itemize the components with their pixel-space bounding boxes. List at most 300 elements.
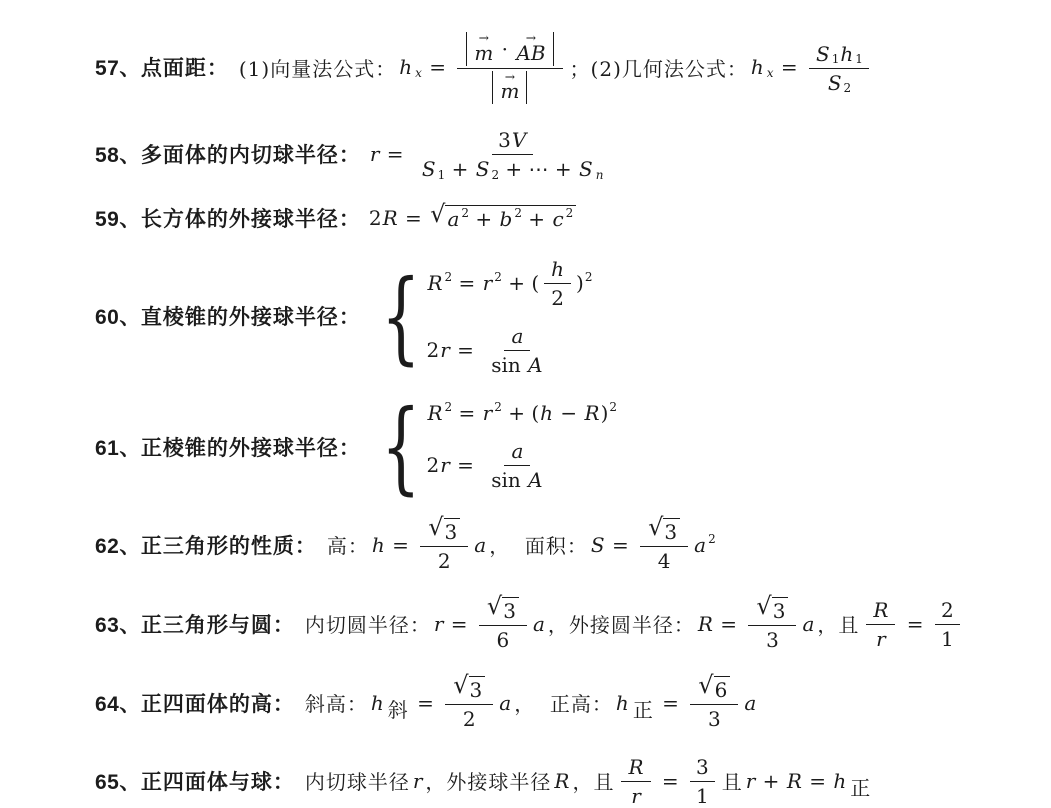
fraction (621, 753, 650, 808)
math-subscript (414, 66, 423, 80)
math-operator: 6 (496, 628, 510, 653)
math-row (446, 207, 460, 231)
formula-item (95, 513, 1036, 574)
item-formula (369, 126, 616, 181)
vector-body (498, 81, 521, 102)
math-row (708, 532, 716, 546)
math-operator: = (655, 690, 686, 715)
math-row (421, 157, 437, 181)
math-row (750, 55, 765, 79)
math-row (515, 40, 546, 65)
math-row (693, 533, 707, 557)
math-subscript (631, 694, 656, 723)
math-variable: A (528, 468, 543, 493)
math-superscript (445, 400, 453, 414)
equation-system (369, 255, 593, 377)
math-row (491, 353, 543, 377)
fraction-numerator (809, 40, 869, 69)
item-formula (368, 200, 578, 232)
fraction (544, 255, 571, 310)
math-superscript (494, 400, 502, 414)
math-variable: h (833, 768, 847, 793)
math-operator: ) (576, 270, 584, 295)
math-operator: 2 (368, 206, 382, 231)
math-subscripted (832, 766, 873, 800)
left-brace: { (380, 388, 421, 506)
math-operator: 2 (514, 206, 522, 221)
fraction (445, 671, 493, 732)
fraction (479, 592, 527, 653)
radical-sign: √ (453, 671, 469, 700)
math-row (510, 324, 524, 348)
math-operator: + (469, 207, 499, 232)
math-variable: R (786, 768, 802, 793)
math-superscript (514, 206, 522, 220)
radicand (772, 597, 789, 623)
math-row (646, 513, 682, 545)
math-row (445, 400, 453, 414)
math-superscripted (693, 533, 716, 557)
math-superscripted (499, 207, 522, 231)
fraction (457, 30, 562, 104)
math-subscript (386, 694, 411, 723)
item-title: 正三角形的性质： (140, 534, 317, 558)
fraction-numerator (621, 753, 650, 782)
math-row (832, 52, 840, 66)
math-subscript (766, 66, 775, 80)
item-title: 长方体的外接球半径： (140, 208, 361, 232)
math-superscript (445, 270, 453, 284)
math-subscripted (815, 42, 839, 66)
math-variable: a (511, 324, 524, 349)
math-variable: r (412, 768, 423, 793)
math-variable: m (474, 40, 494, 65)
formula-label: ， 面积： (489, 534, 588, 559)
math-operator: 3 (696, 755, 709, 780)
system-rows (426, 255, 592, 377)
radical-sign: √ (698, 671, 714, 700)
math-row (941, 598, 954, 622)
math-subscript (438, 168, 446, 182)
math-subscript (848, 772, 873, 801)
math-variable: S (579, 157, 593, 182)
fraction-numerator (504, 322, 530, 351)
math-row (498, 128, 527, 152)
math-operator: = (385, 532, 416, 557)
math-row (485, 592, 521, 624)
fraction (485, 322, 549, 377)
math-row (855, 52, 863, 66)
math-superscripted (482, 271, 502, 295)
item-number: 62、 (95, 534, 141, 558)
item-title: 直棱锥的外接球半径： (140, 306, 361, 330)
math-operator: + (756, 768, 786, 793)
math-row (482, 401, 494, 425)
math-subscripted (827, 71, 851, 95)
fraction (866, 596, 895, 651)
fraction-denominator (483, 69, 536, 105)
formula-item (95, 753, 1036, 808)
math-row (494, 270, 502, 284)
math-subscripted (615, 688, 656, 722)
math-operator: 2 (584, 269, 593, 284)
math-operator: 3 (766, 628, 779, 653)
math-row (872, 598, 889, 622)
formula-label: 斜高： (304, 692, 368, 717)
radicand (714, 676, 731, 702)
math-operator: = (444, 611, 474, 636)
radical-sign: √ (428, 513, 444, 542)
math-row (631, 694, 656, 723)
radical-sign: √ (430, 200, 446, 229)
math-row (551, 207, 564, 231)
item-number: 57、 (95, 57, 141, 81)
math-row (696, 784, 709, 808)
math-row (708, 707, 721, 731)
math-row (475, 157, 491, 181)
math-variable: x (766, 65, 774, 80)
math-row (494, 400, 502, 414)
math-row (827, 71, 851, 95)
math-operator: 3 (469, 678, 483, 703)
math-operator: 3 (664, 520, 678, 545)
math-row (438, 549, 451, 573)
math-row (503, 599, 516, 623)
fraction-numerator (457, 30, 562, 69)
math-variable: S (590, 532, 605, 557)
math-operator: 1 (855, 52, 863, 67)
math-row (514, 206, 522, 220)
radical-sign: √ (756, 592, 772, 621)
math-row (696, 671, 732, 703)
math-variable: A (528, 353, 543, 378)
math-operator: 3 (772, 599, 786, 624)
math-variable: h (750, 55, 764, 80)
math-row (426, 437, 554, 492)
fraction-denominator (432, 547, 457, 573)
math-superscript (461, 206, 469, 220)
item-title: 多面体的内切球半径： (140, 143, 361, 167)
math-variable: r (440, 337, 450, 362)
math-variable: S (421, 157, 436, 182)
radical-sign: √ (648, 513, 664, 542)
math-row (438, 168, 446, 182)
math-operator: sin (491, 468, 528, 493)
math-row (498, 68, 521, 104)
math-variable: m (500, 79, 520, 104)
vector (514, 30, 547, 65)
fraction-denominator (935, 625, 960, 651)
math-operator: 2 (461, 206, 470, 221)
math-row (766, 628, 779, 652)
vector-arrow-icon: → (478, 30, 490, 45)
fraction-numerator (544, 255, 571, 284)
math-row (491, 468, 543, 492)
item-formula (237, 30, 874, 104)
system-row (426, 437, 554, 492)
vector-body (514, 40, 547, 65)
math-operator: = (380, 141, 410, 166)
math-subscript (832, 52, 840, 66)
math-operator: = (900, 611, 930, 636)
math-operator: = (655, 768, 686, 793)
item-number: 64、 (95, 692, 141, 716)
item-formula (369, 255, 593, 377)
fraction-numerator (640, 513, 688, 547)
math-row (463, 707, 476, 731)
math-variable: R (628, 755, 644, 780)
math-operator: 3 (503, 599, 516, 624)
math-row (832, 769, 847, 793)
math-row (303, 753, 873, 808)
math-variable: r (369, 141, 380, 166)
math-row (499, 81, 520, 102)
system-rows (426, 401, 617, 492)
math-row (658, 549, 671, 573)
math-row (551, 286, 564, 310)
absolute-value (466, 32, 553, 66)
math-variable: R (427, 270, 443, 295)
math-variable: h (551, 257, 565, 282)
formula-label: ；(2)几何法公式： (569, 56, 748, 81)
math-row (369, 388, 618, 506)
math-row (426, 513, 462, 545)
fraction-denominator (652, 547, 677, 573)
math-row (473, 40, 494, 65)
math-superscripted (426, 401, 452, 425)
item-title: 正四面体与球： (140, 770, 295, 794)
math-row (421, 157, 605, 181)
math-row (848, 772, 873, 801)
math-operator: ) (600, 401, 609, 426)
formula-item (95, 388, 1036, 506)
math-variable: r (440, 452, 450, 477)
fraction-numerator (690, 671, 738, 705)
math-row (754, 592, 790, 624)
math-superscript (566, 206, 574, 220)
math-row (303, 671, 757, 732)
math-superscripted (446, 207, 469, 231)
math-row (844, 81, 852, 95)
item-title: 点面距： (140, 57, 229, 81)
math-superscript (585, 270, 593, 284)
math-operator: 2 (426, 452, 440, 477)
math-operator: = (605, 532, 636, 557)
fraction-numerator (504, 437, 530, 466)
math-operator: 2 (940, 598, 954, 623)
math-variable: r (482, 270, 493, 295)
math-row (839, 42, 854, 66)
system-row (426, 255, 592, 310)
math-row (370, 691, 385, 715)
math-superscripted (576, 271, 592, 295)
math-operator: = (452, 401, 482, 426)
math-superscripted (551, 207, 573, 231)
math-variable: a (447, 207, 460, 232)
item-number: 61、 (95, 436, 141, 460)
square-root (428, 513, 460, 545)
math-subscripted (370, 688, 411, 722)
square-root (486, 592, 519, 624)
formula-label: ，外接球半径 (425, 770, 552, 795)
math-row (696, 755, 709, 779)
fraction (415, 126, 611, 181)
fraction-denominator (457, 705, 482, 731)
math-row (482, 271, 494, 295)
math-variable: h (399, 55, 413, 80)
formula-label: 正 (632, 697, 654, 722)
math-row (426, 322, 554, 377)
item-formula (369, 388, 618, 506)
formula-item (95, 592, 1036, 653)
fraction (690, 753, 715, 808)
math-operator: = (450, 452, 481, 477)
math-row (445, 520, 458, 544)
math-subscripted (398, 55, 423, 79)
formula-label: ， 正高： (514, 692, 613, 717)
vector (498, 68, 521, 104)
math-row (615, 691, 630, 715)
math-row (325, 513, 716, 574)
math-row (426, 401, 443, 425)
math-row (630, 784, 642, 808)
math-subscripted (578, 157, 604, 181)
formula-label: 内切圆半径： (304, 613, 431, 638)
math-subscripted (475, 157, 499, 181)
math-operator: · (495, 36, 515, 61)
math-variable: a (802, 611, 815, 636)
formula-label: 高： (326, 534, 369, 559)
math-operator: 2 (437, 549, 451, 574)
fraction (935, 596, 960, 651)
math-row (585, 270, 593, 284)
math-row (386, 694, 411, 723)
math-variable: h (371, 532, 385, 557)
fraction (420, 513, 468, 574)
math-variable: r (631, 784, 641, 808)
math-subscripted (421, 157, 445, 181)
math-row (766, 66, 775, 80)
radicand (445, 205, 576, 231)
math-operator: + (445, 157, 475, 182)
math-row (510, 439, 524, 463)
math-variable: h (540, 401, 554, 426)
math-subscript (595, 168, 605, 182)
fraction-numerator (479, 592, 527, 626)
fraction-denominator (485, 351, 549, 377)
item-number: 58、 (95, 143, 141, 167)
formula-label: (1)向量法公式： (238, 56, 397, 81)
math-row (578, 157, 594, 181)
math-row (941, 627, 954, 651)
math-variable: r (482, 401, 493, 426)
system-row (426, 401, 617, 425)
radicand (663, 518, 680, 544)
math-operator: 1 (696, 784, 709, 808)
math-operator: = (452, 270, 482, 295)
math-variable: S (475, 157, 490, 182)
radicand (444, 518, 461, 544)
math-row (472, 30, 547, 65)
math-operator: 2 (708, 531, 716, 546)
math-superscripted (601, 401, 617, 425)
item-number: 59、 (95, 208, 141, 232)
item-formula (303, 671, 757, 732)
absolute-value (492, 68, 527, 105)
square-root (648, 513, 680, 545)
math-row (461, 206, 469, 220)
fraction (809, 40, 869, 95)
square-root (453, 671, 485, 703)
fraction-denominator (415, 155, 611, 181)
formula-label: 且 (721, 770, 743, 795)
item-formula (303, 753, 873, 808)
math-superscripted (426, 271, 452, 295)
math-subscript (855, 52, 863, 66)
math-variable: R (584, 401, 600, 426)
math-row (550, 257, 565, 281)
fraction-denominator (821, 69, 857, 95)
math-variable: R (554, 768, 570, 793)
math-row (426, 401, 617, 425)
formula-label: 正 (850, 775, 872, 800)
radical-sign: √ (486, 592, 503, 621)
fraction (748, 592, 796, 653)
math-variable: V (511, 128, 527, 153)
math-row (369, 255, 593, 377)
fraction-numerator (420, 513, 468, 547)
fraction-denominator (869, 625, 893, 651)
math-variable: R (427, 401, 443, 426)
math-row (627, 755, 644, 779)
fraction-numerator (690, 753, 715, 782)
formula-item (95, 200, 1036, 233)
item-formula (325, 513, 716, 574)
radicand (502, 597, 519, 623)
math-variable: r (876, 627, 886, 652)
math-operator: = (713, 611, 744, 636)
math-variable: a (499, 690, 512, 715)
math-operator: − (554, 401, 584, 426)
formula-item (95, 671, 1036, 732)
math-row (566, 206, 574, 220)
math-row (664, 520, 677, 544)
fraction-numerator (866, 596, 895, 625)
math-variable: r (433, 611, 444, 636)
math-row (491, 168, 499, 182)
math-operator: + ( (501, 270, 540, 295)
math-row (463, 32, 556, 66)
math-operator: = (398, 206, 429, 231)
item-number: 65、 (95, 770, 141, 794)
square-root (430, 200, 576, 232)
square-root (756, 592, 788, 624)
formula-item (95, 126, 1036, 181)
fraction-numerator (445, 671, 493, 705)
math-operator: 2 (426, 337, 440, 362)
math-operator: + (521, 207, 552, 232)
math-operator: 3 (444, 520, 458, 545)
math-subscript (491, 168, 499, 182)
fraction-denominator (491, 626, 516, 652)
math-operator: = (802, 768, 833, 793)
math-operator: 1 (437, 167, 446, 182)
fraction-denominator (690, 782, 715, 808)
math-variable: n (595, 167, 604, 182)
formula-label: ，且 (572, 770, 615, 795)
math-subscripted (839, 42, 863, 66)
item-title: 正三角形与圆： (140, 613, 295, 637)
